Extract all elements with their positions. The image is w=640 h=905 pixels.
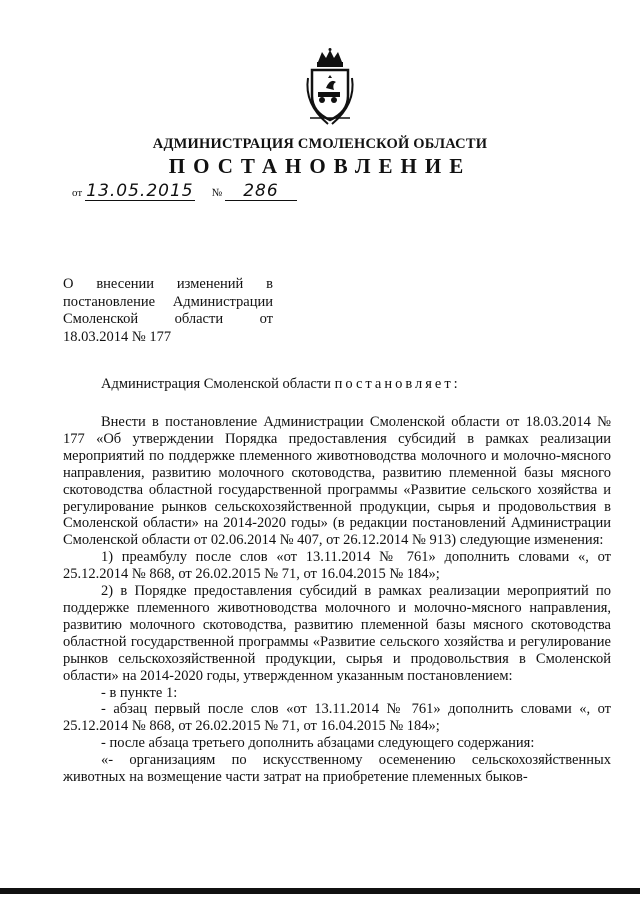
date-prefix: от [72,187,83,199]
organization-title: АДМИНИСТРАЦИЯ СМОЛЕНСКОЙ ОБЛАСТИ [152,136,488,152]
subject-line: Смоленской области от [63,311,273,328]
document-type-title: ПОСТАНОВЛЕНИЕ [168,154,472,178]
body-paragraph: «- организациям по искусственному осеменению сельскохозяйственных животных на возмещение части затрат на приобретение племенных быков- [63,752,611,786]
subject-line: О внесении изменений в [63,276,273,292]
body-paragraph: - абзац первый после слов «от 13.11.2014 № 761» дополнить словами «, от 25.12.2014 № 868, от 26.02.2015 № 71, от 16.04.2015 № 184»; [63,701,611,735]
coat-of-arms-icon [300,48,360,128]
document-subject [63,276,273,346]
body-paragraph: - в пункте 1: [101,684,178,701]
subject-line: 18.03.2014 № 177 [63,328,172,345]
document-number: 286 [225,182,297,201]
subject-line: постановление Администрации [63,293,273,310]
preamble [101,376,461,393]
body-paragraph: Внести в постановление Администрации Смоленской области от 18.03.2014 № 177 «Об утверждении Порядка предоставления субсидий в рамках реализации мероприятий по поддержке племенного животноводства молочного и молочно-мясного направления, развитию молочного скотоводства, развитию племенной базы мясного скотоводства областной государственной программы «Развитие сельского хозяйства и регулирование рынков сельскохозяйственной продукции, сырья и продовольствия в Смоленской области» на 2014-2020 годы» (в редакции постановлений Администрации Смоленской области от 02.06.2014 № 407, от 26.12.2014 № 913) следующие изменения: [63,414,611,549]
body-paragraph: 2) в Порядке предоставления субсидий в рамках реализации мероприятий по поддержке племенного животноводства молочного и молочно-мясного направления, развитию молочного скотоводства, развитию племенной базы мясного скотоводства областной государственной программы «Развитие сельского хозяйства и регулирование рынков сельскохозяйственной продукции, сырья и продовольствия в Смоленской области» на 2014-2020 годы, утвержденном указанным постановлением: [63,583,611,684]
scan-edge-bar [0,888,640,894]
body-paragraph: - после абзаца третьего дополнить абзацами следующего содержания: [101,735,535,752]
preamble-verb: постановляет: [334,376,461,392]
body-paragraph: 1) преамбулу после слов «от 13.11.2014 № 761» дополнить словами «, от 25.12.2014 № 868, от 26.02.2015 № 71, от 16.04.2015 № 184»; [63,549,611,583]
document-date: 13.05.2015 [86,181,194,201]
date-number-line [72,182,297,201]
document-body [63,414,611,786]
preamble-text: Администрация Смоленской области [101,376,331,392]
number-label: № [211,187,223,199]
